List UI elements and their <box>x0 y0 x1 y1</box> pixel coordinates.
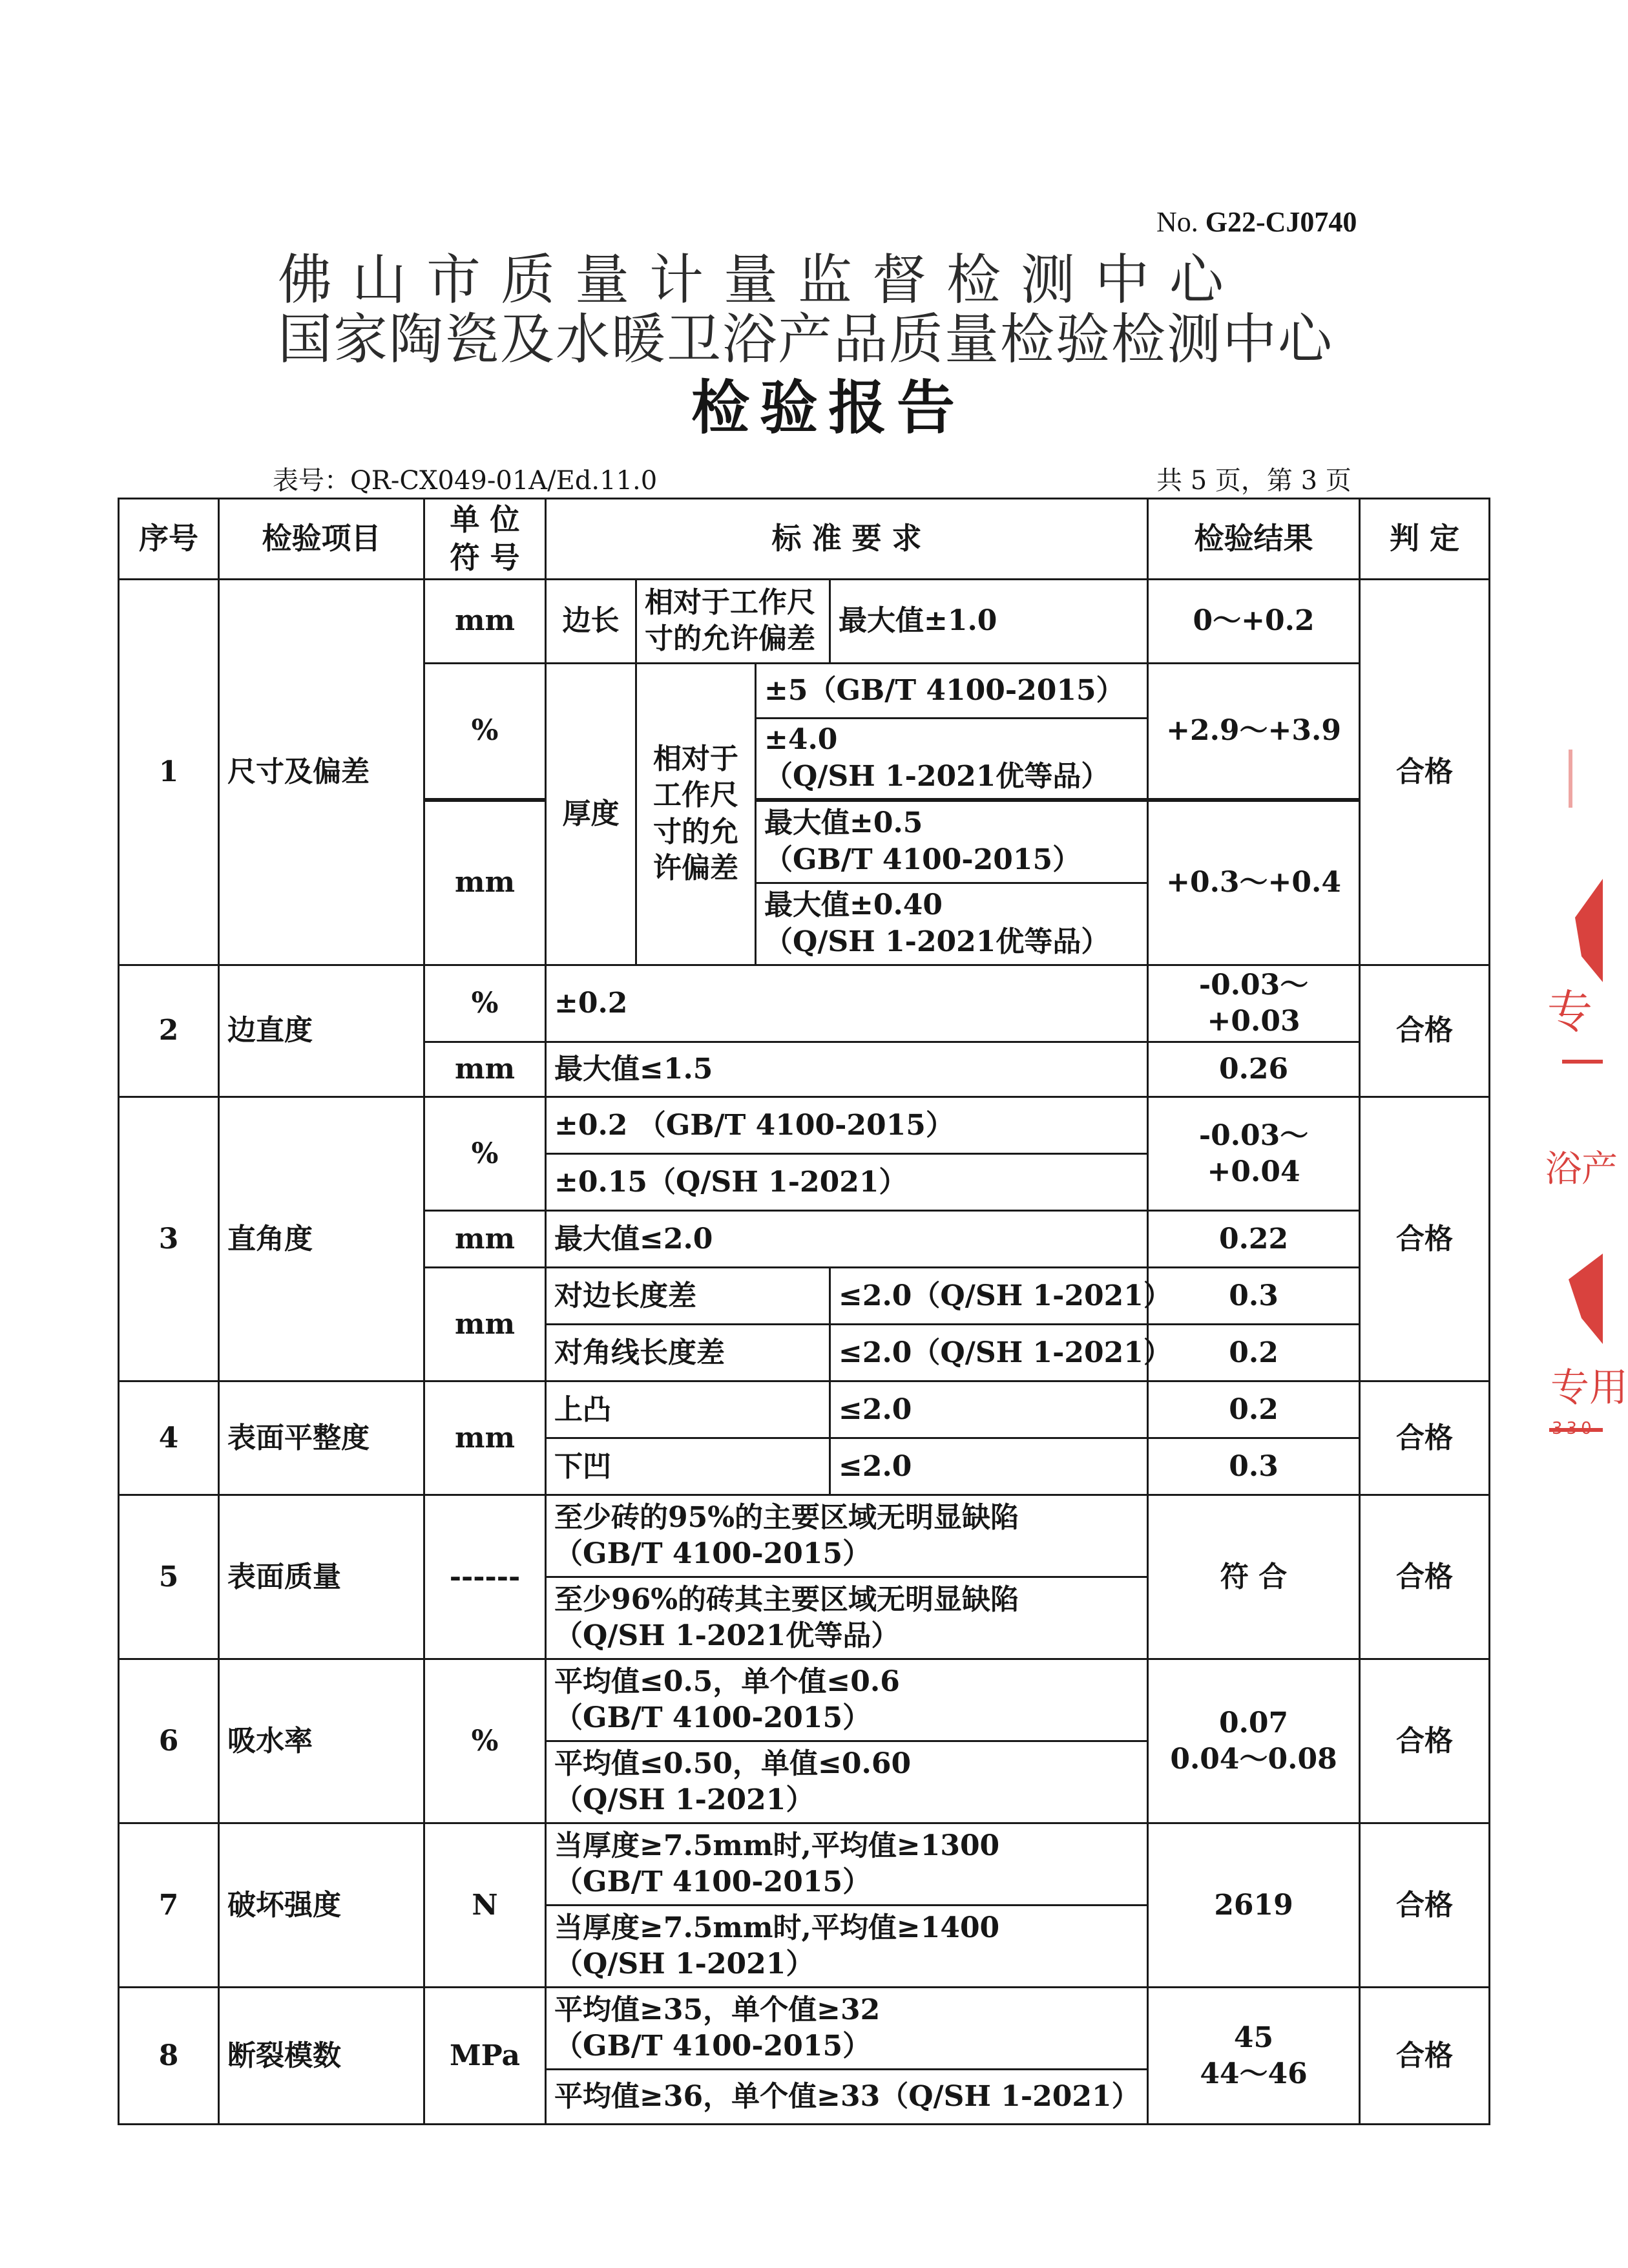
requirement-cell: 最大值±0.40 （Q/SH 1-2021优等品） <box>756 883 1148 965</box>
requirement-cell: 平均值≥36，单个值≥33（Q/SH 1-2021） <box>546 2070 1148 2125</box>
requirement-cell: ±5（GB/T 4100-2015） <box>756 663 1148 718</box>
requirement-cell: ±4.0 （Q/SH 1-2021优等品） <box>756 718 1148 799</box>
table-header <box>119 499 1490 580</box>
result-cell: 0.3 <box>1148 1268 1360 1325</box>
table-row <box>119 1988 1490 2070</box>
thickness-label: 厚度 <box>546 663 636 965</box>
table-row <box>119 1097 1490 1154</box>
thickness-desc: 相对于工作尺寸的允许偏差 <box>636 663 756 965</box>
requirement-cell: 平均值≤0.5，单个值≤0.6 （GB/T 4100-2015） <box>546 1659 1148 1741</box>
requirement-label: 上凸 <box>546 1381 830 1438</box>
result-cell: 0.22 <box>1148 1211 1360 1268</box>
seq-cell: 5 <box>119 1495 219 1659</box>
report-number <box>1156 205 1357 238</box>
verdict-cell: 合格 <box>1360 1823 1490 1988</box>
requirement-cell: 最大值≤1.5 <box>546 1042 1148 1097</box>
table-row <box>119 1823 1490 1906</box>
page-info: 共 5 页，第 3 页 <box>1156 466 1351 496</box>
requirement-cell: 当厚度≥7.5mm时,平均值≥1400 （Q/SH 1-2021） <box>546 1906 1148 1988</box>
seal-text: 专用 <box>1550 1365 1628 1411</box>
unit-cell: % <box>424 1097 546 1211</box>
seq-cell: 6 <box>119 1659 219 1823</box>
header-unit: 单 位 符 号 <box>424 499 546 580</box>
unit-cell: N <box>424 1823 546 1988</box>
unit-cell: mm <box>424 1381 546 1495</box>
result-cell: 0.26 <box>1148 1042 1360 1097</box>
result-cell: -0.03～+0.04 <box>1148 1097 1360 1211</box>
edge-desc: 相对于工作尺寸的允许偏差 <box>636 579 830 663</box>
seq-cell: 2 <box>119 965 219 1097</box>
report-number-value: G22-CJ0740 <box>1205 206 1357 238</box>
header-item: 检验项目 <box>219 499 424 580</box>
result-cell: 符 合 <box>1148 1495 1360 1659</box>
requirement-cell: 最大值≤2.0 <box>546 1211 1148 1268</box>
requirement-cell: 当厚度≥7.5mm时,平均值≥1300 （GB/T 4100-2015） <box>546 1823 1148 1906</box>
table-row <box>119 579 1490 663</box>
header-verdict: 判 定 <box>1360 499 1490 580</box>
requirement-value: ≤2.0 <box>830 1381 1148 1438</box>
requirement-value: ≤2.0 <box>830 1438 1148 1495</box>
table-row <box>119 1659 1490 1741</box>
result-cell: +2.9～+3.9 <box>1148 663 1360 799</box>
result-cell: +0.3～+0.4 <box>1148 801 1360 965</box>
verdict-cell: 合格 <box>1360 965 1490 1097</box>
item-cell: 直角度 <box>219 1097 424 1381</box>
seq-cell: 8 <box>119 1988 219 2125</box>
organization-name-2: 国家陶瓷及水暖卫浴产品质量检验检测中心 <box>278 308 1334 371</box>
header-seq: 序号 <box>119 499 219 580</box>
unit-cell: mm <box>424 1042 546 1097</box>
requirement-value: ≤2.0（Q/SH 1-2021） <box>830 1268 1148 1325</box>
organization-name-1: 佛山市质量计量监督检测中心 <box>278 248 1244 311</box>
verdict-cell: 合格 <box>1360 1988 1490 2125</box>
seq-cell: 7 <box>119 1823 219 1988</box>
requirement-cell: 最大值±0.5 （GB/T 4100-2015） <box>756 801 1148 883</box>
result-cell: 2619 <box>1148 1823 1360 1988</box>
seq-cell: 3 <box>119 1097 219 1381</box>
report-number-prefix: No. <box>1156 206 1198 238</box>
requirement-cell: 最大值±1.0 <box>830 579 1148 663</box>
unit-cell: mm <box>424 579 546 663</box>
requirement-cell: 至少96%的砖其主要区域无明显缺陷 （Q/SH 1-2021优等品） <box>546 1577 1148 1659</box>
report-title: 检验报告 <box>691 374 965 442</box>
table-row <box>119 965 1490 1042</box>
result-cell: 0.07 0.04～0.08 <box>1148 1659 1360 1823</box>
item-cell: 破坏强度 <box>219 1823 424 1988</box>
verdict-cell: 合格 <box>1360 1495 1490 1659</box>
requirement-value: ≤2.0（Q/SH 1-2021） <box>830 1325 1148 1381</box>
requirement-label: 对边长度差 <box>546 1268 830 1325</box>
unit-cell: % <box>424 663 546 799</box>
requirement-cell: 至少砖的95%的主要区域无明显缺陷 （GB/T 4100-2015） <box>546 1495 1148 1577</box>
seq-cell: 4 <box>119 1381 219 1495</box>
edge-label: 边长 <box>546 579 636 663</box>
verdict-cell: 合格 <box>1360 1097 1490 1381</box>
item-cell: 边直度 <box>219 965 424 1097</box>
result-cell: 0.2 <box>1148 1325 1360 1381</box>
requirement-label: 下凹 <box>546 1438 830 1495</box>
result-cell: 0.3 <box>1148 1438 1360 1495</box>
unit-cell: % <box>424 1659 546 1823</box>
inspection-table <box>118 498 1490 2125</box>
unit-cell: ------ <box>424 1495 546 1659</box>
requirement-cell: 平均值≥35，单个值≥32 （GB/T 4100-2015） <box>546 1988 1148 2070</box>
seal-text: 专 <box>1547 985 1592 1038</box>
seal-stars-icon <box>1543 750 1603 1460</box>
unit-cell: % <box>424 965 546 1042</box>
table-row <box>119 1495 1490 1577</box>
requirement-cell: ±0.2 <box>546 965 1148 1042</box>
header-requirement: 标 准 要 求 <box>546 499 1148 580</box>
header-result: 检验结果 <box>1148 499 1360 580</box>
verdict-cell: 合格 <box>1360 1659 1490 1823</box>
item-cell: 断裂模数 <box>219 1988 424 2125</box>
result-cell: 0.2 <box>1148 1381 1360 1438</box>
unit-cell: mm <box>424 1211 546 1268</box>
unit-cell: MPa <box>424 1988 546 2125</box>
result-cell: -0.03～+0.03 <box>1148 965 1360 1042</box>
item-cell: 吸水率 <box>219 1659 424 1823</box>
unit-cell: mm <box>424 801 546 965</box>
result-cell: 0～+0.2 <box>1148 579 1360 663</box>
requirement-label: 对角线长度差 <box>546 1325 830 1381</box>
item-cell: 表面平整度 <box>219 1381 424 1495</box>
item-cell: 尺寸及偏差 <box>219 579 424 965</box>
table-row <box>119 1381 1490 1438</box>
item-cell: 表面质量 <box>219 1495 424 1659</box>
unit-cell: mm <box>424 1268 546 1381</box>
seal-text: 浴产 <box>1545 1148 1618 1190</box>
form-number: 表号：QR-CX049-01A/Ed.11.0 <box>273 466 658 496</box>
verdict-cell: 合格 <box>1360 1381 1490 1495</box>
requirement-cell: ±0.2 （GB/T 4100-2015） <box>546 1097 1148 1154</box>
seal-text: 330 <box>1552 1419 1596 1438</box>
verdict-cell: 合格 <box>1360 579 1490 965</box>
requirement-cell: 平均值≤0.50，单值≤0.60 （Q/SH 1-2021） <box>546 1741 1148 1823</box>
result-cell: 45 44～46 <box>1148 1988 1360 2125</box>
requirement-cell: ±0.15（Q/SH 1-2021） <box>546 1154 1148 1211</box>
seq-cell: 1 <box>119 579 219 965</box>
